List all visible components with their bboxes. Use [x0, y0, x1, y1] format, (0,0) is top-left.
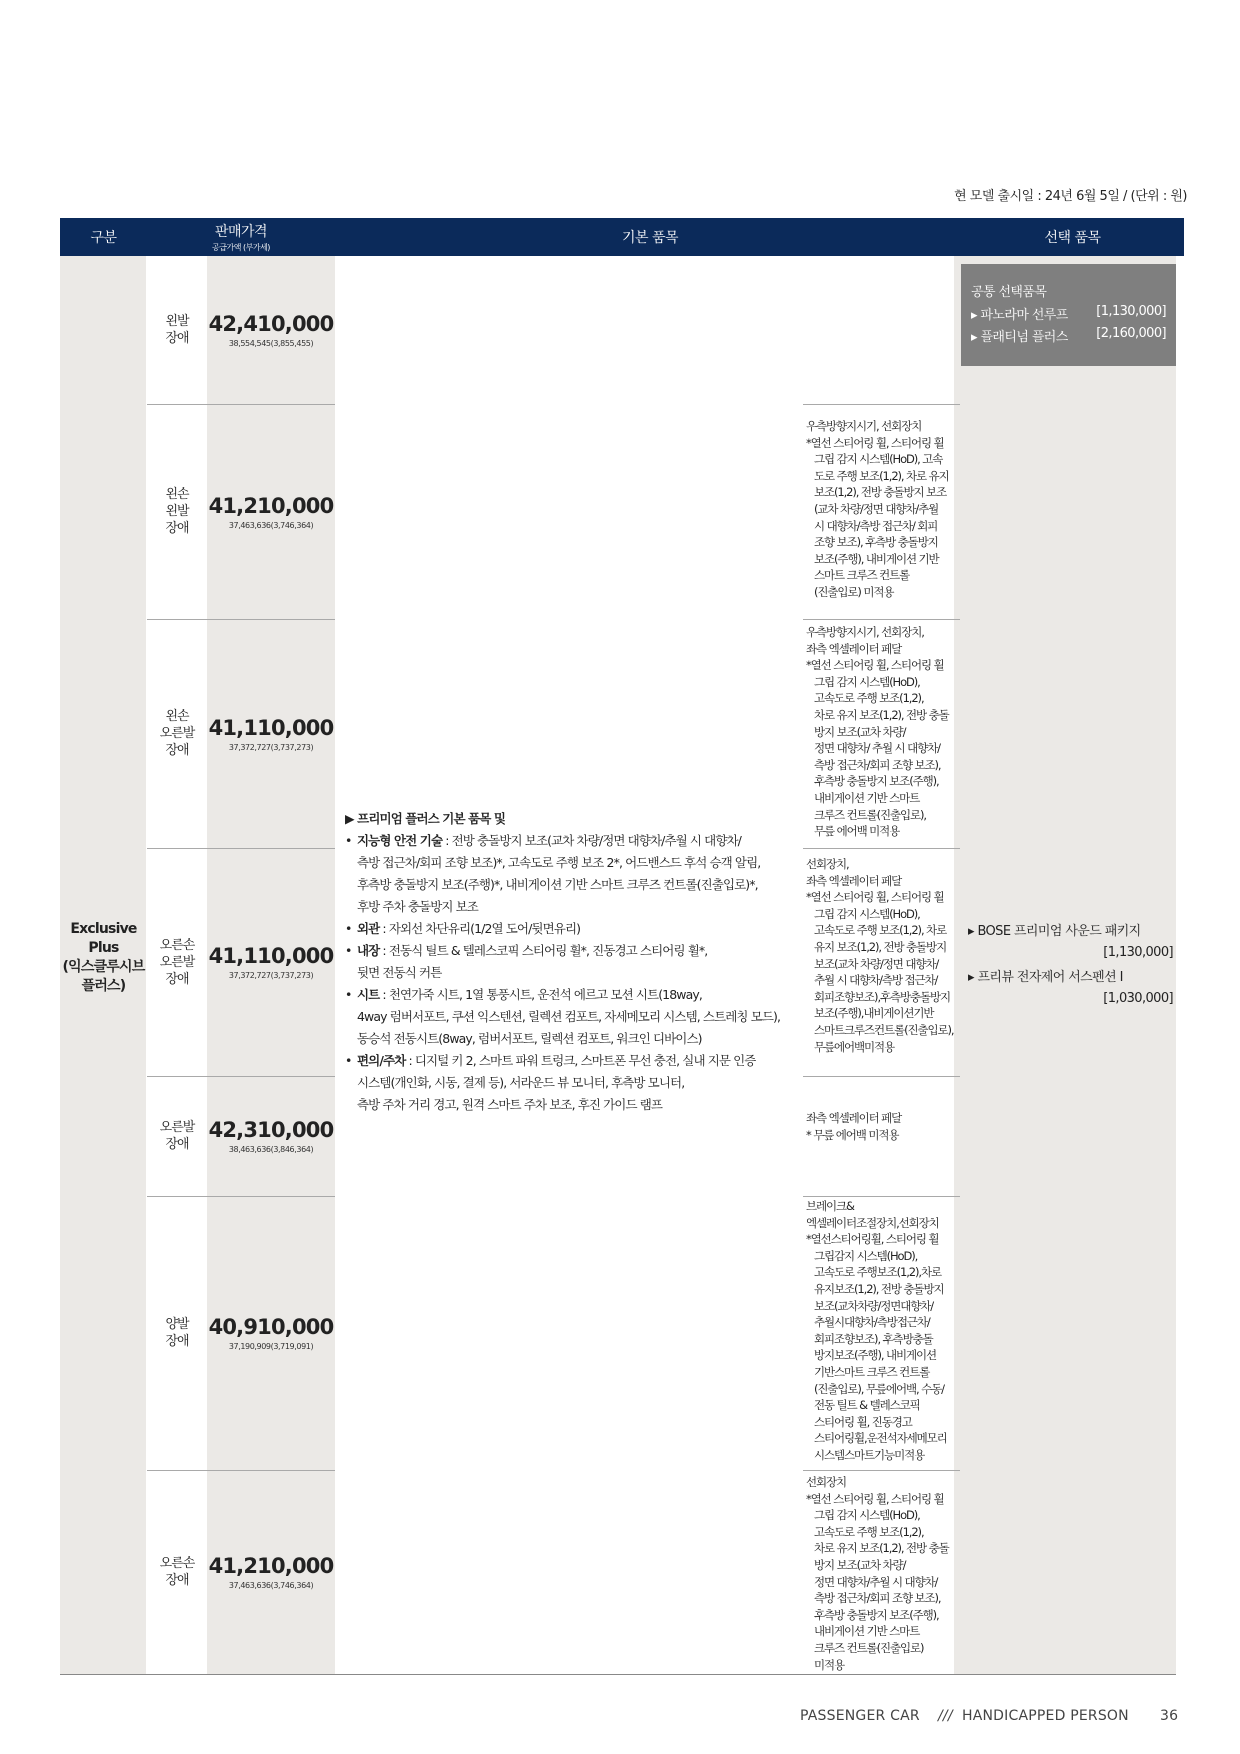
common-option-item	[971, 326, 1166, 345]
basic-item-exterior: • 외관 : 자외선 차단유리(1/2열 도어/뒷면유리)	[345, 918, 795, 940]
price-value: 42,410,000	[208, 312, 334, 336]
note-row-7: 선회장치 *열선 스티어링 휠, 스티어링 휠 그립 감지 시스템(HoD), 고속도로 주행 보조(1,2), 차로 유지 보조(1,2), 전방 충돌 방지 보조(교차 차량/ 정면 대향차/추월 시 대향차/ 측방 접근차/회피 조향 보조), 후측방 충돌방지 보조(주행), 내비게이션 기반 스마트 크루즈 컨트롤(진출입로) 미적용	[806, 1475, 949, 1672]
note-row-4: 선회장치, 좌측 엑셀레이터 페달 *열선 스티어링 휠, 스티어링 휠 그립 감지 시스템(HoD), 고속도로 주행 보조(1,2), 차로 유지 보조(1,2), 전방 충돌방지 보조(교차 차량/정면 대향차/ 추월 시 대향차/측방 접근차/ 회피조향보조),후측방충돌방지 보조(주행),내비게이션기반 스마트크루즈컨트롤(진출입로), 무릎에어백미적용	[806, 857, 954, 1054]
note-divider	[803, 1196, 960, 1197]
trim-name	[60, 920, 147, 996]
header-price	[147, 218, 335, 256]
footer-subcategory: HANDICAPPED PERSON	[962, 1708, 1129, 1724]
header-basic	[335, 218, 965, 256]
common-options-box	[961, 264, 1176, 366]
note-row-6: 브레이크& 엑셀레이터조절장치,선회장치 *열선스티어링휠, 스티어링 휠 그립감지 시스템(HoD), 고속도로 주행보조(1,2),차로 유지보조(1,2), 전방 충돌방지 보조(교차차량/정면대향차/ 추월시대향차/측방접근차/ 회피조향보조), 후측방충돌 방지보조(주행), 내비게이션 기반스마트 크루즈 컨트롤 (진출입로), 무릎에어백, 수동/ 전동 틸트 & 텔레스코픽 스티어링 휠, 진동경고 스티어링휠,운전석자세메모리 시스템스마트기능미적용	[806, 1199, 947, 1462]
page-number: 36	[1160, 1708, 1179, 1724]
supply-value: 37,190,909(3,719,091)	[228, 1342, 314, 1351]
note-divider	[803, 619, 960, 620]
basic-items	[345, 808, 795, 1116]
note-row-5: 좌측 엑셀레이터 페달 * 무릎 에어백 미적용	[806, 1111, 902, 1142]
price-value: 41,110,000	[208, 944, 334, 968]
supply-value: 38,554,545(3,855,455)	[228, 339, 314, 348]
basic-item-safety: • 지능형 안전 기술 : 전방 충돌방지 보조(교차 차량/정면 대향차/추월 시 대향차/ 측방 접근차/회피 조향 보조)*, 고속도로 주행 보조 2*, 어드밴스드 후석 승객 알림, 후측방 충돌방지 보조(주행)*, 내비게이션 기반 스마트 크루즈 컨트롤(진출입로)*, 후방 주차 충돌방지 보조	[345, 830, 795, 918]
supply-value: 38,463,636(3,846,364)	[228, 1145, 314, 1154]
price-cell	[207, 848, 335, 1076]
variant-label: 왼손 오른발 장애	[159, 709, 195, 758]
price-cell	[207, 1470, 335, 1674]
common-option-name: ▸ 플래티넘 플러스	[971, 330, 1068, 345]
option-item	[968, 920, 1173, 960]
price-value: 41,210,000	[208, 493, 334, 518]
price-cell	[207, 1196, 335, 1470]
variant-label: 양발 장애	[165, 1317, 189, 1349]
supply-value: 37,372,727(3,737,273)	[228, 742, 314, 752]
note-row-3: 우측방향지시기, 선회장치, 좌측 엑셀레이터 페달 *열선 스티어링 휠, 스티어링 휠 그립 감지 시스템(HoD), 고속도로 주행 보조(1,2), 차로 유지 보조(1,2), 전방 충돌 방지 보조(교차 차량/ 정면 대향차/ 추월 시 대향차/ 측방 접근차/회피 조향 보조), 후측방 충돌방지 보조(주행), 내비게이션 기반 스마트 크루즈 컨트롤(진출입로), 무릎 에어백 미적용	[806, 625, 949, 839]
note-row-2: 우측방향지시기, 선회장치 *열선 스티어링 휠, 스티어링 휠 그립 감지 시스템(HoD), 고속 도로 주행 보조(1,2), 차로 유지 보조(1,2), 전방 충돌방지 보조 (교차 차량/정면 대향차/추월 시 대향차/측방 접근차/ 회피 조향 보조), 후측방 충돌방지 보조(주행), 내비게이션 기반 스마트 크루즈 컨트롤 (진출입로) 미적용	[806, 419, 949, 599]
option-price: [1,130,000]	[1103, 945, 1173, 960]
price-value: 41,110,000	[208, 715, 334, 740]
table-header	[60, 218, 1184, 256]
basic-item-interior: • 내장 : 전동식 틸트 & 텔레스코픽 스티어링 휠*, 진동경고 스티어링 휠*, 뒷면 전동식 커튼	[345, 940, 795, 984]
release-note: 현 모델 출시일 : 24년 6월 5일 / (단위 : 원)	[954, 189, 1187, 204]
basic-item-convenience: • 편의/주차 : 디지털 키 2, 스마트 파워 트렁크, 스마트폰 무선 충전, 실내 지문 인증 시스템(개인화, 시동, 결제 등), 서라운드 뷰 모니터, 후측방 모니터, 측방 주차 거리 경고, 원격 스마트 주차 보조, 후진 가이드 램프	[345, 1050, 795, 1116]
header-options-label: 선택 품목	[1044, 230, 1101, 246]
option-name: ▸ BOSE 프리미엄 사운드 패키지	[968, 924, 1141, 939]
basic-items-title: ▶ 프리미엄 플러스 기본 품목 및	[345, 811, 506, 826]
price-cell	[207, 256, 335, 404]
trim-options	[968, 920, 1173, 1006]
price-value: 40,910,000	[208, 1315, 334, 1339]
option-price: [1,030,000]	[1103, 991, 1173, 1006]
variant-label: 오른손 오른발 장애	[159, 937, 195, 987]
variant-label: 왼손 왼발 장애	[165, 487, 189, 536]
price-cell	[207, 404, 335, 619]
table-bottom-border	[60, 1674, 1176, 1675]
note-divider	[803, 1470, 960, 1471]
header-category-label: 구분	[90, 230, 117, 246]
header-options	[961, 218, 1184, 256]
variant-label: 오른손 장애	[159, 1556, 195, 1588]
trim-name-line2: Plus	[88, 940, 119, 956]
price-cell	[207, 1076, 335, 1196]
common-options-title: 공통 선택품목	[971, 285, 1047, 300]
common-option-item	[971, 304, 1166, 323]
trim-name-line1: Exclusive	[70, 921, 137, 937]
supply-value: 37,463,636(3,746,364)	[228, 520, 314, 530]
variant-label: 오른발 장애	[159, 1120, 195, 1152]
header-price-label: 판매가격	[214, 224, 268, 240]
option-name: ▸ 프리뷰 전자제어 서스펜션 I	[968, 970, 1123, 985]
price-cell	[207, 619, 335, 848]
trim-name-line3: (익스클루시브	[62, 959, 145, 975]
option-item	[968, 966, 1173, 1006]
header-category	[60, 218, 147, 256]
note-divider	[803, 848, 960, 849]
note-divider	[803, 1076, 960, 1077]
footer-category: PASSENGER CAR	[800, 1708, 920, 1724]
common-option-price: [2,160,000]	[1096, 326, 1166, 341]
supply-value: 37,372,727(3,737,273)	[228, 971, 314, 980]
variant-label: 왼발 장애	[165, 314, 189, 346]
footer-separator: ///	[938, 1708, 953, 1724]
header-price-sub: 공급가액 (부가세)	[212, 243, 270, 252]
supply-value: 37,463,636(3,746,364)	[228, 1581, 314, 1590]
note-divider	[803, 404, 960, 405]
price-value: 41,210,000	[208, 1554, 334, 1578]
basic-item-seat: • 시트 : 천연가죽 시트, 1열 통풍시트, 운전석 에르고 모션 시트(18way, 4way 럼버서포트, 쿠션 익스텐션, 릴렉션 컴포트, 자세메모리 시스템, 스트레칭 모드), 동승석 전동시트(8way, 럼버서포트, 릴렉션 컴포트, 워크인 디바이스)	[345, 984, 795, 1050]
trim-name-line4: 플러스)	[81, 978, 126, 994]
price-value: 42,310,000	[208, 1118, 334, 1142]
header-basic-label: 기본 품목	[621, 230, 679, 246]
common-option-name: ▸ 파노라마 선루프	[971, 308, 1068, 323]
common-option-price: [1,130,000]	[1096, 304, 1166, 319]
